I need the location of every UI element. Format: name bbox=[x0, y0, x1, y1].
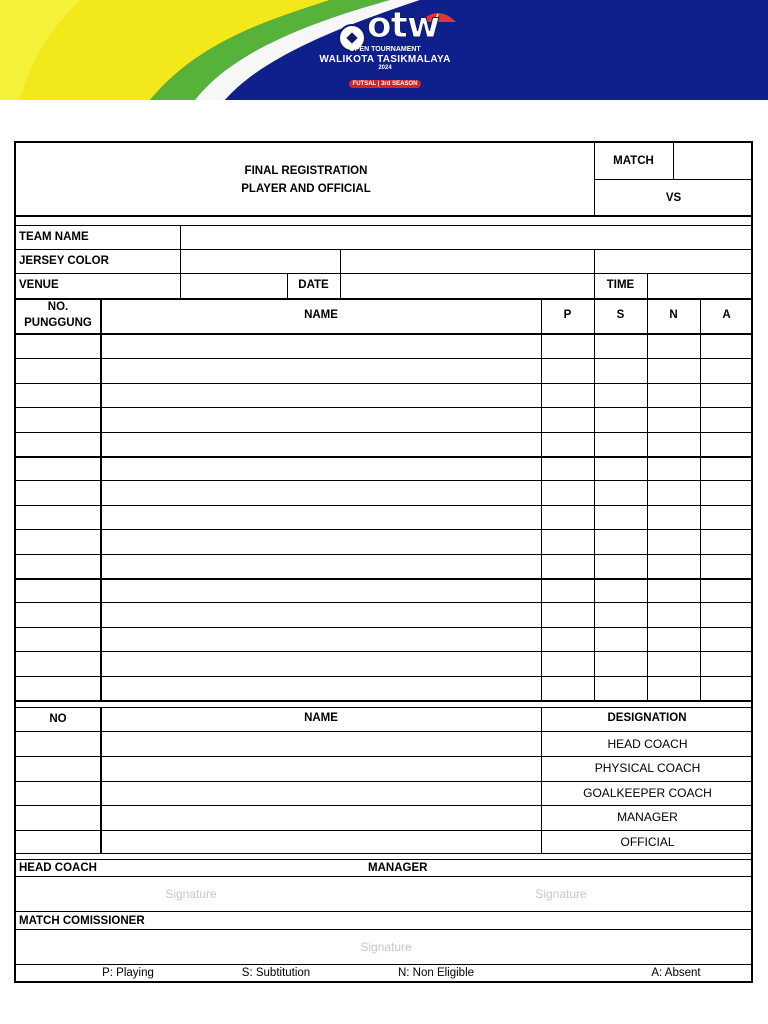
player-s-cell[interactable] bbox=[595, 651, 647, 674]
player-n-cell[interactable] bbox=[648, 505, 700, 528]
player-name-cell[interactable] bbox=[102, 407, 541, 430]
player-s-cell[interactable] bbox=[595, 456, 647, 479]
row-divider bbox=[16, 805, 753, 806]
row-divider bbox=[16, 529, 753, 530]
match-number-field[interactable] bbox=[674, 143, 753, 179]
official-designation-header: DESIGNATION bbox=[607, 712, 687, 724]
player-name-cell[interactable] bbox=[102, 676, 541, 699]
player-p-cell[interactable] bbox=[542, 529, 594, 552]
official-designation-cell: PHYSICAL COACH bbox=[594, 761, 701, 776]
player-n-cell[interactable] bbox=[648, 358, 700, 381]
player-a-cell[interactable] bbox=[701, 456, 753, 479]
official-designation-cell: MANAGER bbox=[617, 810, 678, 825]
official-name-cell[interactable] bbox=[102, 756, 541, 779]
player-a-header: A bbox=[722, 309, 731, 321]
jersey-color-label: JERSEY COLOR bbox=[19, 255, 109, 267]
player-name-cell[interactable] bbox=[102, 554, 541, 577]
player-n-cell[interactable] bbox=[648, 456, 700, 479]
jersey-color-field-2[interactable] bbox=[341, 250, 594, 274]
player-a-cell[interactable] bbox=[701, 407, 753, 430]
player-no-cell[interactable] bbox=[16, 676, 100, 699]
player-a-cell[interactable] bbox=[701, 358, 753, 381]
legend-absent: A: Absent bbox=[651, 967, 701, 979]
player-name-cell[interactable] bbox=[102, 358, 541, 381]
player-n-cell[interactable] bbox=[648, 480, 700, 503]
time-field[interactable] bbox=[648, 274, 753, 298]
logo-badge: FUTSAL | 3rd SEASON bbox=[349, 80, 422, 88]
player-no-cell[interactable] bbox=[16, 505, 100, 528]
header-banner bbox=[0, 0, 768, 100]
player-s-cell[interactable] bbox=[595, 602, 647, 625]
player-name-cell[interactable] bbox=[102, 627, 541, 650]
player-no-cell[interactable] bbox=[16, 407, 100, 430]
player-n-cell[interactable] bbox=[648, 602, 700, 625]
player-p-cell[interactable] bbox=[542, 651, 594, 674]
player-s-cell[interactable] bbox=[595, 432, 647, 455]
player-no-cell[interactable] bbox=[16, 334, 100, 357]
official-name-header: NAME bbox=[304, 712, 338, 724]
row-divider bbox=[16, 830, 753, 831]
player-name-cell[interactable] bbox=[102, 480, 541, 503]
logo-line2: WALIKOTA TASIKMALAYA bbox=[319, 54, 451, 65]
row-divider bbox=[16, 407, 753, 408]
player-s-header: S bbox=[616, 309, 625, 321]
row-divider bbox=[16, 602, 753, 603]
row-divider bbox=[16, 383, 753, 384]
player-p-cell[interactable] bbox=[542, 554, 594, 577]
row-divider bbox=[16, 480, 753, 481]
jersey-color-field-1[interactable] bbox=[181, 250, 340, 274]
player-name-cell[interactable] bbox=[102, 578, 541, 601]
player-p-cell[interactable] bbox=[542, 627, 594, 650]
player-no-cell[interactable] bbox=[16, 480, 100, 503]
head-coach-signature-field[interactable]: Signature bbox=[165, 887, 217, 901]
player-p-cell[interactable] bbox=[542, 456, 594, 479]
row-divider bbox=[16, 651, 753, 652]
player-no-cell[interactable] bbox=[16, 358, 100, 381]
player-no-cell[interactable] bbox=[16, 578, 100, 601]
match-label: MATCH bbox=[613, 155, 654, 167]
player-n-cell[interactable] bbox=[648, 432, 700, 455]
official-name-cell[interactable] bbox=[102, 781, 541, 804]
official-designation-cell: HEAD COACH bbox=[607, 737, 688, 751]
row-divider bbox=[16, 456, 753, 458]
player-n-cell[interactable] bbox=[648, 529, 700, 552]
player-a-cell[interactable] bbox=[701, 554, 753, 577]
player-s-cell[interactable] bbox=[595, 480, 647, 503]
player-name-cell[interactable] bbox=[102, 602, 541, 625]
form-title-line1: FINAL REGISTRATION bbox=[244, 165, 368, 177]
player-p-cell[interactable] bbox=[542, 505, 594, 528]
time-label: TIME bbox=[606, 279, 635, 291]
official-name-cell[interactable] bbox=[102, 805, 541, 828]
player-s-cell[interactable] bbox=[595, 383, 647, 406]
official-no-cell[interactable] bbox=[16, 805, 100, 828]
player-p-cell[interactable] bbox=[542, 432, 594, 455]
player-a-cell[interactable] bbox=[701, 505, 753, 528]
player-name-cell[interactable] bbox=[102, 529, 541, 552]
player-p-cell[interactable] bbox=[542, 676, 594, 699]
player-s-cell[interactable] bbox=[595, 578, 647, 601]
venue-field[interactable] bbox=[181, 274, 287, 298]
player-n-header: N bbox=[669, 309, 678, 321]
player-a-cell[interactable] bbox=[701, 651, 753, 674]
row-divider bbox=[16, 756, 753, 757]
head-coach-signature-label: HEAD COACH bbox=[19, 862, 97, 874]
official-designation-cell: OFFICIAL bbox=[620, 834, 675, 849]
player-n-cell[interactable] bbox=[648, 651, 700, 674]
official-designation-cell: GOALKEEPER COACH bbox=[583, 785, 712, 800]
date-field[interactable] bbox=[341, 274, 594, 298]
team-name-label: TEAM NAME bbox=[19, 231, 89, 243]
player-name-cell[interactable] bbox=[102, 651, 541, 674]
jersey-color-field-3[interactable] bbox=[595, 250, 753, 274]
player-name-cell[interactable] bbox=[102, 383, 541, 406]
player-n-cell[interactable] bbox=[648, 627, 700, 650]
player-name-cell[interactable] bbox=[102, 505, 541, 528]
logo-wordmark: otw bbox=[366, 5, 440, 46]
player-n-cell[interactable] bbox=[648, 407, 700, 430]
official-no-cell[interactable] bbox=[16, 756, 100, 779]
vs-label: VS bbox=[665, 192, 682, 204]
form-title-line2: PLAYER AND OFFICIAL bbox=[241, 183, 371, 195]
player-no-cell[interactable] bbox=[16, 651, 100, 674]
player-a-cell[interactable] bbox=[701, 529, 753, 552]
player-s-cell[interactable] bbox=[595, 627, 647, 650]
player-p-header: P bbox=[563, 309, 572, 321]
player-a-cell[interactable] bbox=[701, 602, 753, 625]
player-s-cell[interactable] bbox=[595, 676, 647, 699]
row-divider bbox=[16, 505, 753, 506]
registration-form bbox=[14, 141, 753, 983]
logo-line1: OPEN TOURNAMENT bbox=[349, 46, 421, 53]
legend-substitution: S: Subtitution bbox=[241, 967, 311, 979]
official-no-header: NO bbox=[49, 713, 67, 725]
player-a-cell[interactable] bbox=[701, 627, 753, 650]
player-n-cell[interactable] bbox=[648, 334, 700, 357]
row-divider bbox=[16, 578, 753, 580]
manager-signature-label: MANAGER bbox=[368, 862, 428, 874]
player-n-cell[interactable] bbox=[648, 578, 700, 601]
player-no-cell[interactable] bbox=[16, 529, 100, 552]
player-no-cell[interactable] bbox=[16, 554, 100, 577]
team-name-field[interactable] bbox=[181, 225, 753, 250]
player-s-cell[interactable] bbox=[595, 554, 647, 577]
official-no-cell[interactable] bbox=[16, 781, 100, 804]
player-name-header: NAME bbox=[304, 309, 338, 321]
manager-signature-field[interactable]: Signature bbox=[535, 887, 587, 901]
logo-year: 2024 bbox=[378, 65, 392, 71]
player-no-cell[interactable] bbox=[16, 383, 100, 406]
player-no-cell[interactable] bbox=[16, 602, 100, 625]
official-name-cell[interactable] bbox=[102, 830, 541, 853]
date-label: DATE bbox=[298, 279, 329, 291]
player-a-cell[interactable] bbox=[701, 383, 753, 406]
row-divider bbox=[16, 781, 753, 782]
player-no-cell[interactable] bbox=[16, 432, 100, 455]
player-p-cell[interactable] bbox=[542, 407, 594, 430]
legend-playing: P: Playing bbox=[102, 967, 154, 979]
player-a-cell[interactable] bbox=[701, 432, 753, 455]
player-no-header-line1: NO. bbox=[47, 301, 69, 313]
player-a-cell[interactable] bbox=[701, 334, 753, 357]
player-n-cell[interactable] bbox=[648, 676, 700, 699]
player-no-cell[interactable] bbox=[16, 456, 100, 479]
row-divider bbox=[16, 676, 753, 677]
row-divider bbox=[16, 432, 753, 433]
player-p-cell[interactable] bbox=[542, 383, 594, 406]
player-no-header-line2: PUNGGUNG bbox=[24, 317, 92, 329]
player-a-cell[interactable] bbox=[701, 578, 753, 601]
player-s-cell[interactable] bbox=[595, 407, 647, 430]
player-name-cell[interactable] bbox=[102, 334, 541, 357]
official-no-cell[interactable] bbox=[16, 830, 100, 853]
player-p-cell[interactable] bbox=[542, 358, 594, 381]
player-no-cell[interactable] bbox=[16, 627, 100, 650]
player-s-cell[interactable] bbox=[595, 334, 647, 357]
legend-non-eligible: N: Non Eligible bbox=[397, 967, 475, 979]
player-n-cell[interactable] bbox=[648, 383, 700, 406]
player-a-cell[interactable] bbox=[701, 676, 753, 699]
venue-label: VENUE bbox=[19, 279, 59, 291]
official-no-cell[interactable] bbox=[16, 732, 100, 755]
player-p-cell[interactable] bbox=[542, 602, 594, 625]
player-s-cell[interactable] bbox=[595, 505, 647, 528]
player-p-cell[interactable] bbox=[542, 334, 594, 357]
player-s-cell[interactable] bbox=[595, 529, 647, 552]
player-name-cell[interactable] bbox=[102, 432, 541, 455]
player-p-cell[interactable] bbox=[542, 578, 594, 601]
match-commissioner-signature-field[interactable]: Signature bbox=[360, 940, 412, 954]
tournament-logo bbox=[300, 6, 470, 90]
player-n-cell[interactable] bbox=[648, 554, 700, 577]
match-commissioner-signature-label: MATCH COMISSIONER bbox=[19, 915, 145, 927]
official-name-cell[interactable] bbox=[102, 732, 541, 755]
row-divider bbox=[16, 627, 753, 628]
row-divider bbox=[16, 554, 753, 555]
player-name-cell[interactable] bbox=[102, 456, 541, 479]
row-divider bbox=[16, 358, 753, 359]
player-p-cell[interactable] bbox=[542, 480, 594, 503]
player-s-cell[interactable] bbox=[595, 358, 647, 381]
player-a-cell[interactable] bbox=[701, 480, 753, 503]
